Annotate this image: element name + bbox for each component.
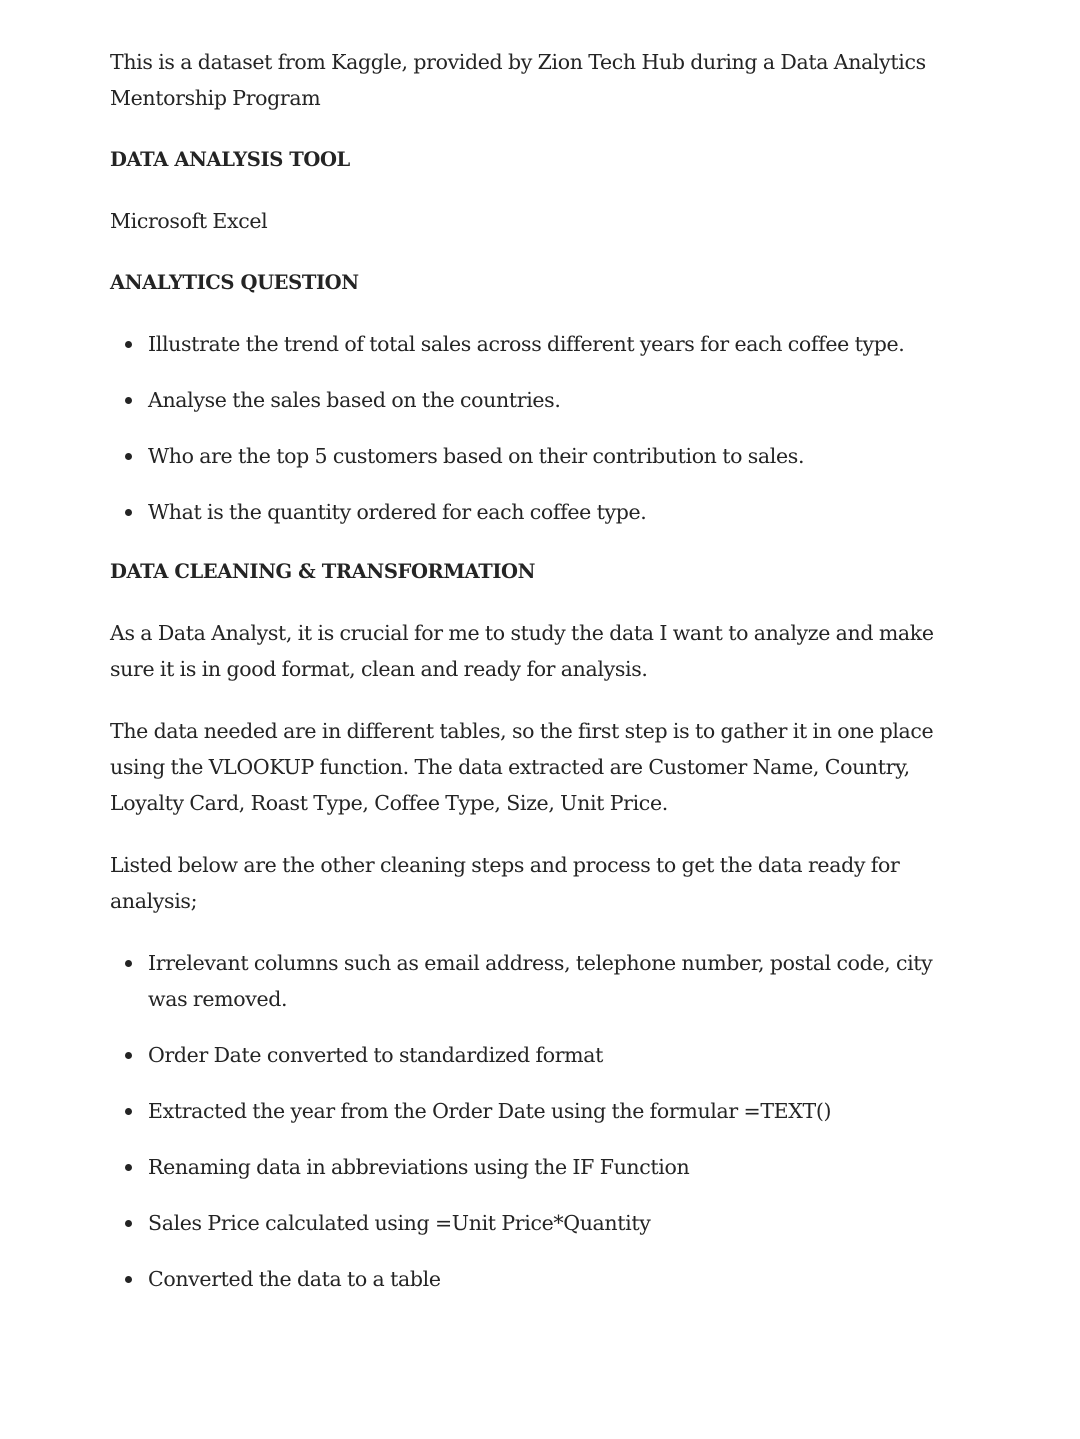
bullet-icon xyxy=(125,960,132,967)
list-item-text: Extracted the year from the Order Date using the formular =TEXT() xyxy=(148,1099,832,1123)
section-heading-questions: ANALYTICS QUESTION xyxy=(110,271,359,294)
list-item xyxy=(110,494,960,530)
list-item xyxy=(110,1205,960,1241)
list-item-text: Order Date converted to standardized format xyxy=(148,1043,604,1067)
paragraph-analyst: As a Data Analyst, it is crucial for me to study the data I want to analyze and make sure it is in good format, clean and ready for analysis. xyxy=(110,621,934,681)
bullet-icon xyxy=(125,1164,132,1171)
list-item-text: What is the quantity ordered for each coffee type. xyxy=(148,500,647,524)
questions-list xyxy=(110,326,960,530)
list-item-text: Who are the top 5 customers based on their contribution to sales. xyxy=(148,444,805,468)
list-item xyxy=(110,438,960,474)
list-item-text: Irrelevant columns such as email address, telephone number, postal code, city was removed. xyxy=(148,951,933,1011)
section-heading-cleaning: DATA CLEANING & TRANSFORMATION xyxy=(110,560,536,583)
list-item xyxy=(110,945,960,1017)
list-item xyxy=(110,1037,960,1073)
list-item-text: Sales Price calculated using =Unit Price*Quantity xyxy=(148,1211,651,1235)
cleaning-steps-list xyxy=(110,945,960,1297)
list-item-text: Analyse the sales based on the countries. xyxy=(148,388,561,412)
bullet-icon xyxy=(125,1276,132,1283)
list-item-text: Renaming data in abbreviations using the IF Function xyxy=(148,1155,690,1179)
bullet-icon xyxy=(125,341,132,348)
paragraph-vlookup: The data needed are in different tables, so the first step is to gather it in one place using the VLOOKUP function. The data extracted are Customer Name, Country, Loyalty Card, Roast Type, Coffee Type, Size, Unit Price. xyxy=(110,719,934,815)
bullet-icon xyxy=(125,1108,132,1115)
list-item xyxy=(110,1093,960,1129)
list-item xyxy=(110,1261,960,1297)
bullet-icon xyxy=(125,509,132,516)
section-heading-tool: DATA ANALYSIS TOOL xyxy=(110,148,350,171)
paragraph-steps-intro: Listed below are the other cleaning steps and process to get the data ready for analysis; xyxy=(110,853,900,913)
bullet-icon xyxy=(125,1052,132,1059)
article-body xyxy=(110,44,960,1321)
list-item-text: Illustrate the trend of total sales across different years for each coffee type. xyxy=(148,332,905,356)
list-item-text: Converted the data to a table xyxy=(148,1267,441,1291)
tool-name: Microsoft Excel xyxy=(110,209,268,233)
intro-paragraph: This is a dataset from Kaggle, provided by Zion Tech Hub during a Data Analytics Mentorship Program xyxy=(110,50,926,110)
list-item xyxy=(110,1149,960,1185)
list-item xyxy=(110,382,960,418)
bullet-icon xyxy=(125,1220,132,1227)
bullet-icon xyxy=(125,453,132,460)
bullet-icon xyxy=(125,397,132,404)
list-item xyxy=(110,326,960,362)
